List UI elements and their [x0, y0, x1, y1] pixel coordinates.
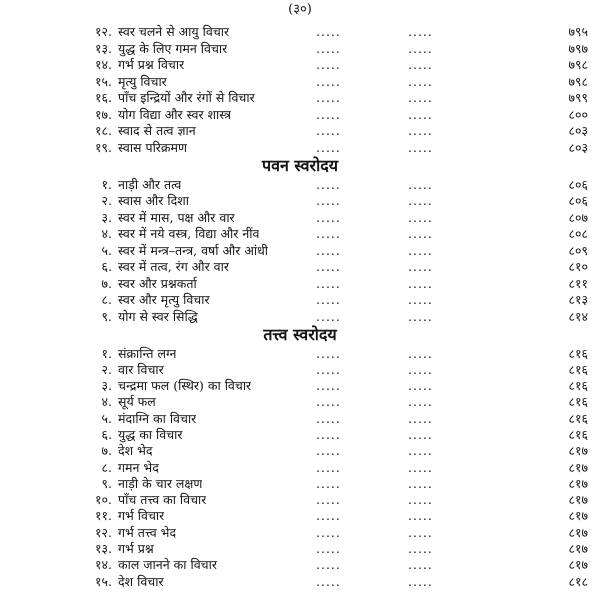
toc-item-number: ४. [101, 226, 112, 241]
toc-page-number: ८१७ [568, 541, 588, 557]
toc-leader-dots: ..... [316, 492, 341, 508]
toc-row [0, 210, 600, 227]
toc-page-number: ८०० [568, 106, 588, 122]
toc-item-number: १५. [95, 73, 112, 89]
toc-item-number: ३. [101, 378, 112, 394]
toc-leader-dots: ..... [316, 242, 341, 258]
toc-item-number: १०. [95, 492, 112, 508]
toc-leader-dots: ..... [316, 459, 341, 475]
toc-row [0, 476, 600, 492]
toc-row [0, 508, 600, 524]
toc-leader-dots: ..... [408, 259, 433, 274]
toc-leader-dots: ..... [408, 139, 433, 155]
toc-row [0, 140, 600, 157]
toc-leader-dots: ..... [408, 573, 433, 589]
toc-item-number: ६. [101, 259, 112, 274]
toc-item-title: मृत्यु विचार [118, 73, 167, 89]
toc-page-number: ७९७ [568, 40, 588, 56]
toc-leader-dots: ..... [316, 40, 341, 56]
toc-leader-dots: ..... [408, 492, 433, 508]
toc-leader-dots: ..... [408, 123, 433, 138]
toc-leader-dots: ..... [408, 209, 433, 225]
toc-section [0, 24, 600, 156]
toc-row [0, 57, 600, 74]
toc-leader-dots: ..... [408, 524, 433, 540]
toc-leader-dots: ..... [408, 226, 433, 241]
toc-item-number: ५. [101, 242, 112, 258]
toc-row [0, 243, 600, 260]
toc-item-title: देश भेद [118, 443, 153, 459]
toc-page-number: ८०९ [568, 242, 588, 258]
toc-item-number: ५. [101, 410, 112, 426]
toc-item-title: स्वास और दिशा [118, 193, 189, 208]
toc-item-number: १. [101, 176, 112, 192]
toc-row [0, 427, 600, 443]
toc-row [0, 362, 600, 378]
toc-leader-dots: ..... [408, 361, 433, 377]
toc-row [0, 259, 600, 276]
toc-leader-dots: ..... [408, 292, 433, 307]
toc-row [0, 123, 600, 140]
toc-item-title: योग विद्या और स्वर शास्त्र [118, 106, 232, 122]
toc-leader-dots: ..... [316, 573, 341, 589]
toc-item-number: १३. [95, 40, 112, 56]
toc-leader-dots: ..... [408, 345, 433, 361]
toc-row [0, 492, 600, 508]
toc-item-number: ७. [101, 275, 112, 291]
toc-item-number: ३. [101, 209, 112, 225]
toc-page-number: ८१४ [568, 308, 588, 324]
toc-leader-dots: ..... [316, 193, 341, 208]
toc-item-title: स्वाद से तत्व ज्ञान [118, 123, 196, 138]
toc-item-number: ४. [101, 394, 112, 410]
toc-leader-dots: ..... [316, 410, 341, 426]
toc-item-title: योग से स्वर सिद्धि [118, 308, 198, 324]
toc-row [0, 90, 600, 107]
toc-leader-dots: ..... [316, 226, 341, 241]
toc-leader-dots: ..... [316, 275, 341, 291]
toc-leader-dots: ..... [316, 57, 341, 72]
section-heading: पवन स्वरोदय [261, 156, 339, 175]
toc-leader-dots: ..... [408, 275, 433, 291]
toc-item-number: १८. [95, 123, 112, 138]
toc-page-number: ८१६ [568, 361, 588, 377]
toc-item-title: संक्रान्ति लग्न [118, 345, 177, 361]
toc-row [0, 411, 600, 427]
toc-page-number: ८०३ [568, 139, 588, 155]
toc-item-title: स्वास परिक्रमण [118, 139, 188, 155]
toc-item-number: ८. [101, 459, 112, 475]
toc-item-title: युद्ध के लिए गमन विचार [118, 40, 228, 56]
toc-row [0, 177, 600, 194]
toc-item-title: स्वर और मृत्यु विचार [118, 292, 210, 307]
toc-page-number: ८११ [568, 275, 588, 291]
toc-leader-dots: ..... [408, 541, 433, 557]
toc-item-title: गर्भ प्रश्न विचार [118, 57, 185, 72]
toc-item-title: पाँच इन्द्रियों और रंगों से विचार [118, 90, 255, 105]
toc-page-number: ८१७ [568, 524, 588, 540]
toc-item-number: १. [101, 345, 112, 361]
toc-item-number: ८. [101, 292, 112, 307]
toc-item-title: मंदाग्नि का विचार [118, 410, 197, 426]
toc-page-number: ७९५ [568, 24, 588, 39]
toc-leader-dots: ..... [316, 557, 341, 573]
toc-row [0, 541, 600, 557]
toc-page-number: ८१० [568, 259, 588, 274]
toc-leader-dots: ..... [408, 90, 433, 105]
toc-leader-dots: ..... [408, 410, 433, 426]
toc-leader-dots: ..... [408, 40, 433, 56]
toc-item-number: १२. [95, 524, 112, 540]
toc-page-number: ८१७ [568, 492, 588, 508]
toc-item-number: १७. [95, 106, 112, 122]
toc-item-title: गर्भ तत्त्व भेद [118, 524, 177, 540]
toc-page-number: ७९८ [568, 57, 588, 72]
toc-row [0, 107, 600, 124]
toc-item-title: स्वर में मन्त्र–तन्त्र, वर्षा और आंधी [118, 242, 269, 258]
toc-item-number: २. [101, 361, 112, 377]
page-number: (३०) [288, 2, 312, 17]
toc-page-number: ७९९ [568, 90, 588, 105]
toc-page-number: ८०६ [568, 176, 588, 192]
toc-leader-dots: ..... [316, 73, 341, 89]
toc-item-title: स्वर में तत्व, रंग और वार [118, 259, 229, 274]
toc-section [0, 156, 600, 325]
toc-item-number: ९. [101, 308, 112, 324]
toc-leader-dots: ..... [316, 508, 341, 524]
toc-item-title: सूर्य फल [118, 394, 156, 410]
section-heading: तत्त्व स्वरोदय [263, 325, 337, 344]
toc-row [0, 443, 600, 459]
toc-leader-dots: ..... [316, 443, 341, 459]
toc-item-number: १६. [95, 90, 112, 105]
toc-item-number: १४. [95, 557, 112, 573]
toc-leader-dots: ..... [408, 508, 433, 524]
toc-leader-dots: ..... [316, 475, 341, 491]
toc-row [0, 557, 600, 573]
toc-row [0, 226, 600, 243]
toc-leader-dots: ..... [408, 475, 433, 491]
toc-leader-dots: ..... [408, 394, 433, 410]
toc-leader-dots: ..... [316, 524, 341, 540]
toc-item-title: स्वर में मास, पक्ष और वार [118, 209, 235, 225]
toc-item-title: काल जानने का विचार [118, 557, 217, 573]
toc-row [0, 346, 600, 362]
table-of-contents [0, 24, 600, 590]
toc-leader-dots: ..... [316, 378, 341, 394]
toc-row [0, 309, 600, 326]
toc-page-number: ८१३ [568, 292, 588, 307]
toc-leader-dots: ..... [316, 139, 341, 155]
toc-row [0, 193, 600, 210]
toc-leader-dots: ..... [316, 345, 341, 361]
toc-leader-dots: ..... [408, 443, 433, 459]
toc-page-number: ८०७ [568, 209, 588, 225]
toc-leader-dots: ..... [408, 242, 433, 258]
toc-item-title: स्वर चलने से आयु विचार [118, 24, 230, 39]
toc-row [0, 276, 600, 293]
toc-leader-dots: ..... [408, 24, 433, 39]
toc-item-title: गमन भेद [118, 459, 159, 475]
toc-page-number: ८१७ [568, 459, 588, 475]
toc-leader-dots: ..... [408, 73, 433, 89]
toc-item-title: स्वर में नये वस्त्र, विद्या और नींव [118, 226, 260, 241]
toc-row [0, 74, 600, 91]
toc-page-number: ८१७ [568, 508, 588, 524]
toc-page-number: ८१७ [568, 557, 588, 573]
toc-item-number: ७. [101, 443, 112, 459]
toc-leader-dots: ..... [408, 106, 433, 122]
toc-leader-dots: ..... [408, 193, 433, 208]
toc-row [0, 41, 600, 58]
toc-page-number: ८१७ [568, 475, 588, 491]
toc-page-number: ८१६ [568, 394, 588, 410]
toc-page-number: ८१६ [568, 426, 588, 442]
toc-page-number: ८१८ [568, 573, 588, 589]
toc-item-number: ९. [101, 475, 112, 491]
toc-section [0, 325, 600, 590]
toc-leader-dots: ..... [316, 24, 341, 39]
toc-page-number: ८०६ [568, 193, 588, 208]
toc-item-title: देश विचार [118, 573, 164, 589]
toc-leader-dots: ..... [408, 459, 433, 475]
toc-leader-dots: ..... [316, 541, 341, 557]
toc-leader-dots: ..... [316, 394, 341, 410]
toc-item-number: १४. [95, 57, 112, 72]
toc-row [0, 460, 600, 476]
toc-leader-dots: ..... [316, 292, 341, 307]
toc-item-title: वार विचार [118, 361, 164, 377]
toc-item-number: १२. [95, 24, 112, 39]
toc-item-number: ६. [101, 426, 112, 442]
toc-page-number: ८०३ [568, 123, 588, 138]
toc-row [0, 292, 600, 309]
toc-row [0, 378, 600, 394]
toc-item-title: स्वर और प्रश्नकर्ता [118, 275, 197, 291]
toc-leader-dots: ..... [408, 426, 433, 442]
toc-leader-dots: ..... [408, 308, 433, 324]
toc-page-number: ८१७ [568, 443, 588, 459]
toc-leader-dots: ..... [408, 378, 433, 394]
toc-leader-dots: ..... [316, 106, 341, 122]
toc-leader-dots: ..... [316, 259, 341, 274]
toc-leader-dots: ..... [316, 426, 341, 442]
toc-leader-dots: ..... [316, 176, 341, 192]
toc-leader-dots: ..... [408, 557, 433, 573]
toc-page-number: ७९८ [568, 73, 588, 89]
toc-row [0, 525, 600, 541]
toc-leader-dots: ..... [316, 308, 341, 324]
toc-item-title: पाँच तत्त्व का विचार [118, 492, 207, 508]
toc-item-title: युद्ध का विचार [118, 426, 183, 442]
toc-item-number: १९. [95, 139, 112, 155]
toc-item-title: गर्भ विचार [118, 508, 165, 524]
toc-item-title: गर्भ प्रश्न [118, 541, 154, 557]
toc-item-number: ११. [95, 508, 112, 524]
toc-leader-dots: ..... [408, 176, 433, 192]
toc-row [0, 24, 600, 41]
toc-leader-dots: ..... [316, 123, 341, 138]
toc-row [0, 574, 600, 590]
toc-page-number: ८१६ [568, 378, 588, 394]
toc-page-number: ८०८ [568, 226, 588, 241]
toc-item-title: नाड़ी और तत्व [118, 176, 182, 192]
toc-leader-dots: ..... [316, 90, 341, 105]
toc-row [0, 394, 600, 410]
toc-item-number: १५. [95, 573, 112, 589]
toc-page-number: ८१६ [568, 345, 588, 361]
toc-item-title: चन्द्रमा फल (स्थिर) का विचार [118, 378, 252, 394]
toc-leader-dots: ..... [316, 209, 341, 225]
toc-item-number: २. [101, 193, 112, 208]
toc-item-title: नाड़ी के चार लक्षण [118, 475, 203, 491]
toc-page-number: ८१६ [568, 410, 588, 426]
toc-item-number: १३. [95, 541, 112, 557]
toc-leader-dots: ..... [316, 361, 341, 377]
toc-leader-dots: ..... [408, 57, 433, 72]
